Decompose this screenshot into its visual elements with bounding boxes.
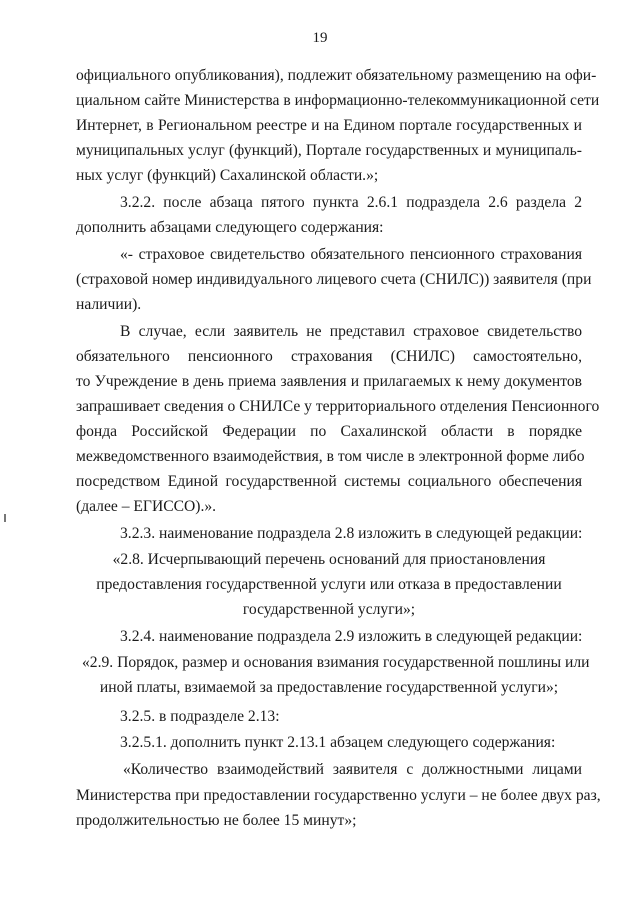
- text-line: Интернет, в Региональном реестре и на Едином портале государственных и: [76, 117, 582, 134]
- text-line: 3.2.4. наименование подраздела 2.9 изложить в следующей редакции:: [120, 628, 583, 645]
- text-line: (далее – ЕГИССО).».: [76, 498, 217, 515]
- scan-margin-mark: [4, 514, 6, 522]
- text-line: посредством Единой государственной системы социального обеспечения: [76, 473, 582, 490]
- text-line: Министерства при предоставлении государственно услуги – не более двух раз,: [76, 787, 601, 804]
- text-line: ных услуг (функций) Сахалинской области.»;: [76, 167, 379, 184]
- text-line: муниципальных услуг (функций), Портале государственных и муниципаль-: [76, 142, 582, 159]
- text-line: дополнить абзацами следующего содержания:: [76, 219, 384, 236]
- text-line: предоставления государственной услуги или отказа в предоставлении: [96, 576, 562, 593]
- text-line: межведомственного взаимодействия, в том числе в электронной форме либо: [76, 448, 585, 465]
- text-line: «2.8. Исчерпывающий перечень оснований для приостановления: [112, 551, 546, 568]
- text-line: то Учреждение в день приема заявления и прилагаемых к нему документов: [76, 373, 582, 390]
- text-line: 3.2.5. в подразделе 2.13:: [120, 708, 280, 725]
- text-line: государственной услуги»;: [242, 601, 416, 618]
- text-line: официального опубликования), подлежит обязательному размещению на офи-: [76, 67, 597, 84]
- text-line: (страховой номер индивидуального лицевого счета (СНИЛС)) заявителя (при: [76, 271, 592, 288]
- text-line: циальном сайте Министерства в информационно-телекоммуникационной сети: [76, 92, 600, 109]
- text-line: 3.2.2. после абзаца пятого пункта 2.6.1 подраздела 2.6 раздела 2: [120, 194, 582, 211]
- text-line: запрашивает сведения о СНИЛСе у территориального отделения Пенсионного: [76, 398, 600, 415]
- text-line: обязательного пенсионного страхования (СНИЛС) самостоятельно,: [76, 348, 582, 365]
- text-line: «2.9. Порядок, размер и основания взимания государственной пошлины или: [82, 654, 590, 671]
- text-line: иной платы, взимаемой за предоставление государственной услуги»;: [99, 679, 559, 696]
- text-line: В случае, если заявитель не представил страховое свидетельство: [120, 323, 582, 340]
- page-number: 19: [312, 30, 328, 46]
- text-line: наличии).: [76, 296, 142, 313]
- text-line: «- страховое свидетельство обязательного пенсионного страхования: [120, 246, 582, 263]
- text-line: 3.2.3. наименование подраздела 2.8 изложить в следующей редакции:: [120, 525, 583, 542]
- text-line: продолжительностью не более 15 минут»;: [76, 812, 357, 829]
- text-line: «Количество взаимодействий заявителя с должностными лицами: [123, 761, 582, 778]
- text-line: 3.2.5.1. дополнить пункт 2.13.1 абзацем следующего содержания:: [120, 734, 556, 751]
- text-line: фонда Российской Федерации по Сахалинской области в порядке: [76, 423, 582, 440]
